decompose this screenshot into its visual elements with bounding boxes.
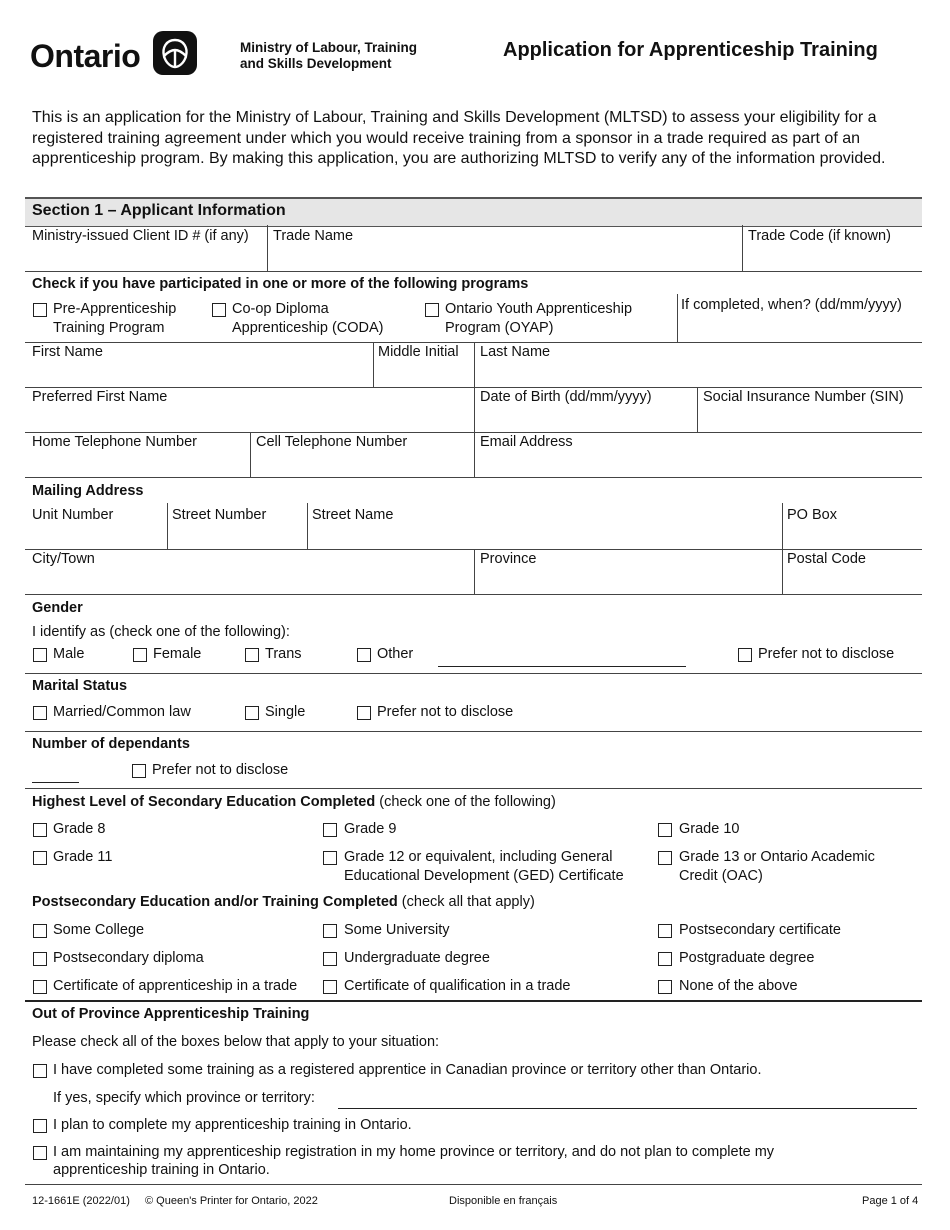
pre-apprenticeship-label-2: Training Program	[53, 320, 165, 336]
dependants-input[interactable]	[32, 762, 82, 784]
cert-apprenticeship-checkbox[interactable]	[33, 980, 47, 994]
middle-initial-input[interactable]	[378, 364, 472, 386]
form-number: 12-1661E (2022/01)	[32, 1195, 130, 1207]
po-box-label: PO Box	[787, 507, 837, 523]
section1-header	[25, 197, 922, 227]
intro-paragraph: This is an application for the Ministry of Labour, Training and Skills Development (MLTSD) to assess your eligibility for a registered training agreement under which you would receive training from a sponsor in a trade required as part of an apprenticeship program. By making this application, you are authorizing MLTSD to verify any of the information provided.	[32, 109, 886, 167]
coda-label-1: Co-op Diploma	[232, 301, 329, 317]
section1-title: Section 1 – Applicant Information	[32, 202, 286, 219]
ontario-wordmark: Ontario	[30, 38, 141, 74]
some-university-checkbox[interactable]	[323, 924, 337, 938]
dependants-prefer-not-label: Prefer not to disclose	[152, 762, 289, 778]
home-phone-label: Home Telephone Number	[32, 434, 197, 450]
secondary-heading-note: (check one of the following)	[375, 794, 556, 810]
home-phone-input[interactable]	[32, 454, 248, 476]
completed-when-label: If completed, when? (dd/mm/yyyy)	[681, 297, 902, 313]
plan-ontario-label: I plan to complete my apprenticeship training in Ontario.	[53, 1117, 412, 1133]
client-id-label: Ministry-issued Client ID # (if any)	[32, 228, 249, 244]
postsecondary-heading	[32, 893, 535, 911]
marital-married-label: Married/Common law	[53, 704, 191, 720]
plan-ontario-checkbox[interactable]	[33, 1119, 47, 1133]
specify-province-label: If yes, specify which province or territory:	[53, 1090, 315, 1106]
street-number-label: Street Number	[172, 507, 267, 523]
po-box-input[interactable]	[787, 527, 921, 549]
grade13-label-1: Grade 13 or Ontario Academic	[679, 849, 875, 865]
copyright: © Queen's Printer for Ontario, 2022	[145, 1195, 318, 1207]
oyap-label-1: Ontario Youth Apprenticeship	[445, 301, 633, 317]
gender-prefer-not-label: Prefer not to disclose	[758, 646, 895, 662]
some-university-label: Some University	[344, 922, 450, 938]
gender-other-checkbox[interactable]	[357, 648, 371, 662]
completed-when-input[interactable]	[681, 318, 921, 340]
postsecondary-heading-note: (check all that apply)	[397, 894, 535, 910]
ps-certificate-label: Postsecondary certificate	[679, 922, 841, 938]
dob-input[interactable]	[480, 409, 696, 431]
trade-name-label: Trade Name	[273, 228, 354, 244]
some-college-checkbox[interactable]	[33, 924, 47, 938]
some-college-label: Some College	[53, 922, 145, 938]
ministry-name-line2: and Skills Development	[240, 56, 392, 71]
city-label: City/Town	[32, 551, 95, 567]
grade9-label: Grade 9	[344, 821, 397, 837]
grade12-label-2: Educational Development (GED) Certificate	[344, 868, 624, 884]
gender-heading: Gender	[32, 600, 83, 616]
middle-initial-label: Middle Initial	[378, 344, 459, 360]
sin-input[interactable]	[703, 409, 921, 431]
first-name-label: First Name	[32, 344, 103, 360]
grade11-label: Grade 11	[53, 849, 113, 865]
gender-female-checkbox[interactable]	[133, 648, 147, 662]
last-name-label: Last Name	[480, 344, 551, 360]
cert-qualification-checkbox[interactable]	[323, 980, 337, 994]
gender-trans-label: Trans	[265, 646, 302, 662]
programs-heading: Check if you have participated in one or more of the following programs	[32, 276, 529, 292]
maintain-home-province-label-2: apprenticeship training in Ontario.	[53, 1162, 270, 1178]
province-label: Province	[480, 551, 537, 567]
grade9-checkbox[interactable]	[323, 823, 337, 837]
email-label: Email Address	[480, 434, 573, 450]
secondary-heading	[32, 793, 556, 811]
oyap-checkbox[interactable]	[425, 303, 439, 317]
marital-single-label: Single	[265, 704, 306, 720]
sin-label: Social Insurance Number (SIN)	[703, 389, 904, 405]
grade12-checkbox[interactable]	[323, 851, 337, 865]
client-id-input[interactable]	[32, 248, 266, 270]
preferred-first-name-label: Preferred First Name	[32, 389, 168, 405]
pre-apprenticeship-label-1: Pre-Apprenticeship	[53, 301, 177, 317]
none-label: None of the above	[679, 978, 798, 994]
trade-name-input[interactable]	[273, 248, 742, 270]
postgrad-label: Postgraduate degree	[679, 950, 815, 966]
last-name-input[interactable]	[480, 364, 920, 386]
ps-diploma-label: Postsecondary diploma	[53, 950, 204, 966]
gender-other-input[interactable]	[440, 646, 689, 668]
grade12-label-1: Grade 12 or equivalent, including General	[344, 849, 613, 865]
grade11-checkbox[interactable]	[33, 851, 47, 865]
grade10-checkbox[interactable]	[658, 823, 672, 837]
oyap-label-2: Program (OYAP)	[445, 320, 554, 336]
maintain-home-province-label-1: I am maintaining my apprenticeship registration in my home province or territory, and do not plan to complete my	[53, 1144, 775, 1160]
street-number-input[interactable]	[172, 527, 306, 549]
ontario-logo	[30, 34, 200, 78]
marital-married-checkbox[interactable]	[33, 706, 47, 720]
city-input[interactable]	[32, 571, 472, 593]
gender-other-label: Other	[377, 646, 414, 662]
email-input[interactable]	[480, 454, 920, 476]
pre-apprenticeship-checkbox[interactable]	[33, 303, 47, 317]
coda-label-2: Apprenticeship (CODA)	[232, 320, 384, 336]
unit-number-input[interactable]	[32, 527, 166, 549]
cell-phone-input[interactable]	[256, 454, 472, 476]
out-of-province-heading: Out of Province Apprenticeship Training	[32, 1006, 310, 1022]
specify-province-input[interactable]	[340, 1087, 920, 1109]
coda-checkbox[interactable]	[212, 303, 226, 317]
completed-other-province-label: I have completed some training as a registered apprentice in Canadian province or territory other than Ontario.	[53, 1062, 762, 1078]
dob-label: Date of Birth (dd/mm/yyyy)	[480, 389, 652, 405]
trillium-icon	[152, 30, 198, 76]
postsecondary-heading-bold: Postsecondary Education and/or Training Completed	[32, 894, 398, 910]
ministry-name-line1: Ministry of Labour, Training	[240, 40, 418, 55]
marital-prefer-not-label: Prefer not to disclose	[377, 704, 514, 720]
cert-apprenticeship-label: Certificate of apprenticeship in a trade	[53, 978, 298, 994]
form-title: Application for Apprenticeship Training	[503, 39, 878, 61]
none-checkbox[interactable]	[658, 980, 672, 994]
gender-male-checkbox[interactable]	[33, 648, 47, 662]
undergrad-checkbox[interactable]	[323, 952, 337, 966]
marital-single-checkbox[interactable]	[245, 706, 259, 720]
completed-other-province-checkbox[interactable]	[33, 1064, 47, 1078]
cert-qualification-label: Certificate of qualification in a trade	[344, 978, 571, 994]
grade8-checkbox[interactable]	[33, 823, 47, 837]
postal-code-label: Postal Code	[787, 551, 866, 567]
street-name-label: Street Name	[312, 507, 394, 523]
ps-diploma-checkbox[interactable]	[33, 952, 47, 966]
postal-code-input[interactable]	[787, 571, 921, 593]
gender-prompt: I identify as (check one of the following):	[32, 624, 290, 640]
marital-prefer-not-checkbox[interactable]	[357, 706, 371, 720]
trade-code-input[interactable]	[748, 248, 922, 270]
unit-number-label: Unit Number	[32, 507, 114, 523]
gender-trans-checkbox[interactable]	[245, 648, 259, 662]
first-name-input[interactable]	[32, 364, 372, 386]
province-input[interactable]	[480, 571, 780, 593]
dependants-heading: Number of dependants	[32, 736, 190, 752]
out-of-province-prompt: Please check all of the boxes below that apply to your situation:	[32, 1034, 440, 1050]
cell-phone-label: Cell Telephone Number	[256, 434, 408, 450]
french-available: Disponible en français	[449, 1195, 558, 1207]
grade8-label: Grade 8	[53, 821, 106, 837]
secondary-heading-bold: Highest Level of Secondary Education Completed	[32, 794, 376, 810]
grade10-label: Grade 10	[679, 821, 740, 837]
street-name-input[interactable]	[312, 527, 781, 549]
undergrad-label: Undergraduate degree	[344, 950, 490, 966]
marital-heading: Marital Status	[32, 678, 128, 694]
maintain-home-province-checkbox[interactable]	[33, 1146, 47, 1160]
gender-prefer-not-checkbox[interactable]	[738, 648, 752, 662]
gender-male-label: Male	[53, 646, 85, 662]
ps-certificate-checkbox[interactable]	[658, 924, 672, 938]
mailing-address-heading: Mailing Address	[32, 483, 144, 499]
grade13-checkbox[interactable]	[658, 851, 672, 865]
dependants-prefer-not-checkbox[interactable]	[132, 764, 146, 778]
grade13-label-2: Credit (OAC)	[679, 868, 763, 884]
preferred-first-name-input[interactable]	[32, 409, 472, 431]
trade-code-label: Trade Code (if known)	[748, 228, 891, 244]
page-number: Page 1 of 4	[862, 1195, 919, 1207]
postgrad-checkbox[interactable]	[658, 952, 672, 966]
gender-female-label: Female	[153, 646, 202, 662]
